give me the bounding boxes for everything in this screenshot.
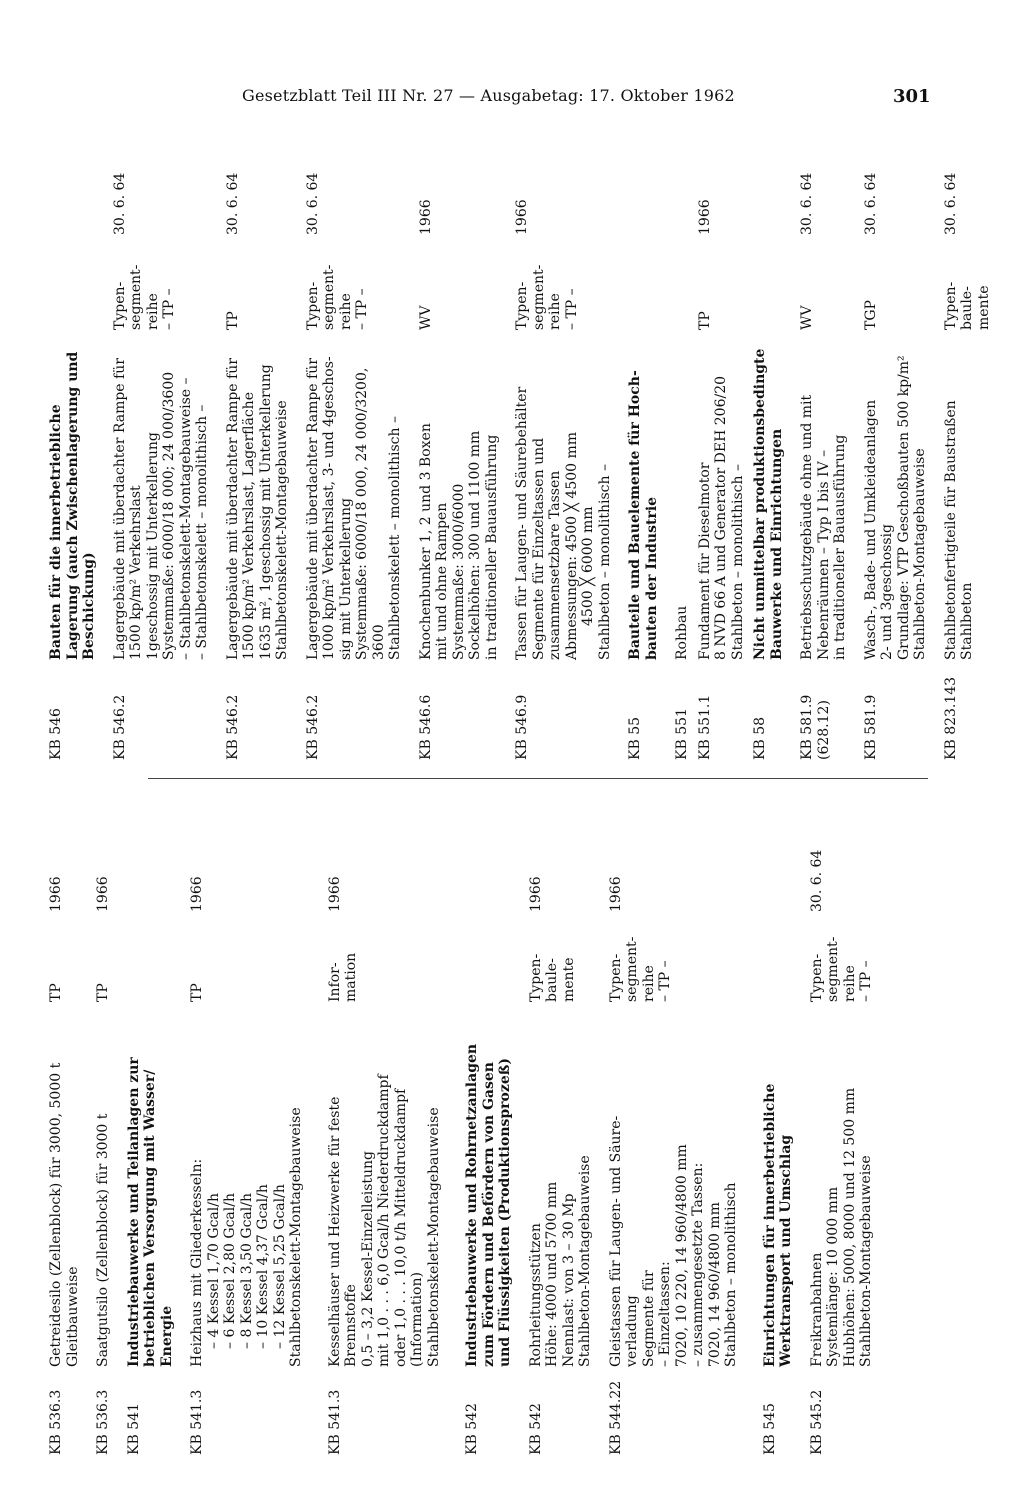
document-type-line: reihe (841, 965, 858, 1002)
document-type-line: reihe (337, 293, 354, 330)
section-heading-line: und Flüssigkeiten (Produktionsprozeß) (497, 1057, 513, 1367)
document-type (674, 235, 691, 330)
deadline: 30. 6. 64 (111, 172, 128, 235)
section-heading-line: betrieblichen Versorgung mit Wasser/ (142, 1069, 158, 1367)
section-heading-line: Bauteile und Bauelemente für Hoch- (627, 370, 643, 660)
section-heading-line: Bauten für die innerbetriebliche (48, 404, 64, 660)
kb-code: KB 546.2 (111, 694, 128, 760)
document-type (112, 235, 211, 330)
description-line: mit 1,0 . . . 6,0 Gcal/h Niederdruckdampf (376, 1074, 392, 1367)
kb-number (674, 660, 691, 760)
row-spacer (849, 115, 863, 760)
document-type-line: Typen- (527, 953, 544, 1002)
description-line: 1geschossig mit Unterkellerung (144, 432, 161, 660)
description (464, 1002, 514, 1367)
kb-number (627, 660, 660, 760)
document-type (48, 235, 98, 330)
kb-code: KB 545 (761, 1403, 778, 1455)
description-line: Betriebsschutzgebäude ohne und mit (799, 394, 815, 660)
description-line: 1500 kp/m² Verkehrslast (128, 485, 144, 660)
row-spacer (112, 800, 126, 1455)
page-number: 301 (893, 86, 931, 107)
document-type-line: Infor- (326, 962, 343, 1002)
description (48, 1002, 81, 1367)
description-line: Stahlbeton-Montagebauweise (577, 1155, 593, 1367)
description (95, 1002, 112, 1367)
document-type (225, 235, 291, 330)
description-line: Fundament für Dieselmotor (696, 462, 713, 660)
document-type (464, 912, 514, 1002)
description-line: Segmente für (640, 1270, 657, 1367)
deadline (752, 180, 785, 235)
kb-number (112, 660, 211, 760)
kb-code: KB 536.3 (48, 1389, 64, 1455)
deadline: 1966 (417, 199, 434, 235)
document-type-line: TP (696, 311, 713, 330)
document-type-line: mente (560, 957, 577, 1002)
row-spacer (660, 115, 674, 760)
document-type (418, 235, 501, 330)
deadline (627, 180, 660, 235)
row-spacer (211, 115, 225, 760)
document-type-line: baule- (544, 958, 560, 1002)
page-header (0, 0, 1024, 120)
description-line: – 6 Kessel 2,80 Gcal/h (222, 1193, 238, 1349)
description (189, 1002, 305, 1367)
description-line: Tassen für Laugen- und Säurebehälter (514, 386, 530, 660)
document-type (608, 912, 740, 1002)
description (943, 330, 993, 660)
table-right-half (48, 115, 992, 760)
table-row (418, 115, 501, 760)
document-type-line: segment- (530, 264, 547, 330)
description-line: 7020, 14 960/4800 mm (706, 1202, 723, 1367)
document-type-line: mation (343, 952, 359, 1002)
kb-code: KB 536.3 (95, 1389, 111, 1455)
table-row (225, 115, 291, 760)
description-line: Höhe: 4000 und 5700 mm (544, 1181, 560, 1367)
table-row (799, 115, 849, 760)
kb-code-alt: (628.12) (815, 700, 832, 760)
document-type (305, 235, 404, 330)
description-line: 1000 kp/m² Verkehrslast, 3- und 4geschos- (321, 356, 337, 660)
kb-number (327, 1367, 443, 1455)
table-row (608, 800, 740, 1455)
table-row (752, 115, 785, 760)
kb-code: KB 58 (752, 716, 768, 760)
description-line: Saatgutsilo (Zellenblock) für 3000 t (95, 1113, 111, 1367)
kb-number (225, 660, 291, 760)
document-type-line: – TP – (161, 288, 177, 330)
kb-code: KB 545.2 (808, 1389, 825, 1455)
description (305, 330, 404, 660)
description-line: Lagergebäude mit überdachter Rampe für (111, 358, 128, 660)
description-line: 1500 kp/m² Verkehrslast, Lagerfläche (241, 392, 257, 660)
description (809, 1002, 875, 1367)
kb-code: KB 541 (125, 1403, 142, 1455)
document-type (126, 912, 176, 1002)
description-line: Systemmaße: 3000/6000 (450, 483, 467, 660)
description (863, 330, 929, 660)
kb-number (943, 660, 993, 760)
row-spacer (81, 800, 95, 1455)
kb-code: KB 546 (48, 708, 64, 760)
document-type-line: – TP – (858, 960, 874, 1002)
description-line: Stahlbeton – monolithisch – (596, 464, 613, 660)
description-line: Segmente für Einzeltassen und (530, 437, 547, 660)
section-heading-line: Industriebauwerke und Teilanlagen zur (125, 1057, 142, 1367)
document-type (809, 912, 875, 1002)
kb-number (95, 1367, 112, 1455)
deadline (126, 857, 176, 912)
description (528, 1002, 594, 1367)
deadline (762, 857, 795, 912)
row-spacer (175, 800, 189, 1455)
description-line: Stahlbetonskelett – monolithisch – (387, 416, 403, 660)
row-spacer (305, 800, 327, 1455)
row-spacer (442, 800, 464, 1455)
description-line: Stahlbetonskelett-Montagebauweise (274, 400, 290, 660)
row-spacer (992, 115, 1006, 760)
section-heading-line: Nicht unmittelbar produktionsbedingte (752, 348, 768, 660)
document-type-line: Typen- (808, 953, 825, 1002)
deadline: 1966 (95, 876, 111, 912)
deadline: 1966 (607, 876, 624, 912)
document-type-line: – TP – (354, 288, 370, 330)
section-heading-line: Bauwerke und Einrichtungen (768, 428, 785, 660)
deadline: 1966 (527, 876, 544, 912)
description-line: Nebenräumen – Typ I bis IV – (815, 449, 832, 660)
document-type-line: TP (95, 983, 111, 1002)
row-spacer (929, 115, 943, 760)
document-type-line: baule- (959, 286, 975, 330)
document-type-line: reihe (144, 293, 161, 330)
table-row (189, 800, 305, 1455)
kb-code: KB 544.22 (607, 1380, 624, 1455)
description-line: Stahlbeton-Montagebauweise (858, 1155, 874, 1367)
kb-code: KB 546.9 (514, 694, 530, 760)
document-type-line: segment- (128, 264, 144, 330)
section-heading-line: Lagerung (auch Zwischenlagerung und (64, 351, 81, 660)
document-type-line: TP (48, 983, 64, 1002)
document-type (943, 235, 993, 330)
kb-code: KB 55 (627, 716, 643, 760)
row-spacer (613, 115, 627, 760)
description-line: Gleitbauweise (64, 1266, 81, 1367)
kb-code: KB 823.143 (942, 676, 959, 760)
section-heading-line: Energie (158, 1305, 175, 1367)
document-type-line: – TP – (563, 288, 580, 330)
row-spacer (291, 115, 305, 760)
deadline: 1966 (326, 876, 343, 912)
description-line: in traditioneller Bauausführung (832, 434, 848, 660)
kb-number (809, 1367, 875, 1455)
description-line: Heizhaus mit Gliederkesseln: (189, 1158, 205, 1367)
section-heading-line: zum Fördern und Befördern von Gasen (480, 1062, 497, 1367)
description (48, 330, 98, 660)
table-row (95, 800, 112, 1455)
description-line: – zusammengesetzte Tassen: (690, 1162, 706, 1367)
description-line: Lagergebäude mit überdachter Rampe für (304, 358, 321, 660)
description-line: Gleistassen für Laugen- und Säure- (607, 1115, 624, 1367)
description-line: Abmessungen: 4500 ╳ 4500 mm (563, 431, 580, 660)
description-line: Rohbau (674, 605, 690, 660)
document-type-line: Typen- (514, 281, 530, 330)
deadline: 30. 6. 64 (799, 172, 815, 235)
description-line: 0,5 – 3,2 Kessel-Einzelleistung (359, 1150, 376, 1367)
document-type (95, 912, 112, 1002)
deadline (674, 180, 691, 235)
description-line: Rohrleitungsstützen (527, 1223, 544, 1367)
document-type-line: segment- (624, 936, 640, 1002)
description-line: Knochenbunker 1, 2 und 3 Boxen (417, 423, 434, 660)
description (225, 330, 291, 660)
document-type (48, 912, 81, 1002)
description-line: Systemmaße: 6000/18 000, 24 000/3200, (354, 367, 370, 660)
table-row (809, 800, 875, 1455)
description-line: Grundlage: VTP Geschoßbauten 500 kp/m² (895, 355, 912, 660)
kb-number (418, 660, 501, 760)
row-spacer (740, 800, 762, 1455)
description-line: 3600 (370, 624, 387, 660)
kb-code: KB 581.9 (862, 694, 879, 760)
table-row (762, 800, 795, 1455)
kb-number (752, 660, 785, 760)
description-line: – 10 Kessel 4,37 Gcal/h (255, 1184, 271, 1349)
row-spacer (594, 800, 608, 1455)
description-line: – Stahlbetonskelett-Montagebauweise – (177, 377, 194, 660)
row-spacer (404, 115, 418, 760)
description (112, 330, 211, 660)
document-type-line: TP (224, 311, 241, 330)
description-line: Stahlbetonskelett-Montagebauweise (288, 1107, 304, 1367)
kb-code: KB 541.3 (326, 1389, 343, 1455)
kb-number (305, 660, 404, 760)
kb-code: KB 542 (527, 1403, 544, 1455)
description-line: Stahlbeton – monolithisch – (729, 464, 746, 660)
deadline: 30. 6. 64 (808, 849, 825, 912)
description-line: Kesselhäuser und Heizwerke für feste (326, 1096, 343, 1367)
section-heading-line: Werktransport und Umschlag (778, 1134, 794, 1367)
description-line: Stahlbetonskelett-Montagebauweise (425, 1107, 442, 1367)
document-type (528, 912, 594, 1002)
description-line: – Einzeltassen: (657, 1261, 673, 1367)
table-row (464, 800, 514, 1455)
description (327, 1002, 443, 1367)
kb-number (48, 660, 98, 760)
row-spacer (875, 800, 889, 1455)
section-heading-line: Industriebauwerke und Rohrnetzanlagen (464, 1043, 480, 1367)
row-spacer (785, 115, 799, 760)
document-type-line: segment- (321, 264, 337, 330)
kb-number (608, 1367, 740, 1455)
kb-code: KB 551 (674, 708, 690, 760)
description-line: 2- und 3geschossig (879, 524, 895, 660)
description-line: 4500 ╳ 6000 mm (580, 506, 596, 626)
description-line: verladung (624, 1295, 640, 1367)
description (752, 330, 785, 660)
section-heading-line: Einrichtungen für innerbetriebliche (761, 1083, 778, 1367)
kb-number (762, 1367, 795, 1455)
document-type (627, 235, 660, 330)
description-line: in traditioneller Bauausführung (483, 434, 500, 660)
description-line: 7020, 10 220, 14 960/4800 mm (673, 1144, 690, 1367)
description-line: – 8 Kessel 3,50 Gcal/h (238, 1193, 255, 1349)
description (418, 330, 501, 660)
table-row (126, 800, 176, 1455)
document-type-line: WV (417, 305, 434, 330)
description-line: mit und ohne Rampen (434, 502, 450, 660)
kb-code: KB 551.1 (696, 694, 713, 760)
deadline: 1966 (189, 876, 205, 912)
table-row (943, 115, 993, 760)
description-line: sig mit Unterkellerung (337, 497, 354, 660)
kb-code: KB 542 (464, 1403, 480, 1455)
document-type (799, 235, 849, 330)
kb-code: KB 546.2 (304, 694, 321, 760)
table-row (528, 800, 594, 1455)
kb-number (863, 660, 929, 760)
description (674, 330, 691, 660)
document-type-line: reihe (547, 293, 563, 330)
deadline: 1966 (48, 876, 64, 912)
row-spacer (514, 800, 528, 1455)
description (762, 1002, 795, 1367)
table-row (112, 115, 211, 760)
description-line: Sockelhöhen: 300 und 1100 mm (467, 430, 483, 660)
document-type-line: WV (799, 305, 815, 330)
row-spacer (795, 800, 809, 1455)
kb-number (189, 1367, 305, 1455)
document-type (762, 912, 795, 1002)
description-line: 8 NVD 66 A und Generator DEH 206/20 (713, 375, 729, 660)
deadline (48, 180, 98, 235)
deadline: 1966 (514, 199, 530, 235)
description-line: – Stahlbetonskelett – monolithisch – (194, 404, 210, 660)
description-line: Systemlänge: 10 000 mm (825, 1186, 841, 1367)
description-line: Stahlbeton – monolithisch (723, 1182, 739, 1367)
description (608, 1002, 740, 1367)
description (126, 1002, 176, 1367)
kb-number (126, 1367, 176, 1455)
kb-number (464, 1367, 514, 1455)
document-type-line: TP (189, 983, 205, 1002)
description-line: Hubhöhen: 5000, 8000 und 12 500 mm (841, 1087, 858, 1367)
document-type-line: reihe (640, 965, 657, 1002)
description-line: Systemmaße: 6000/18 000; 24 000/3600 (161, 371, 177, 660)
document-type (863, 235, 929, 330)
document-type-line: TGP (862, 300, 879, 330)
table-row (327, 800, 443, 1455)
kb-code: KB 546.2 (224, 694, 241, 760)
table-row (48, 115, 98, 760)
description-line: Freikranbahnen (808, 1252, 825, 1367)
deadline: 30. 6. 64 (224, 172, 241, 235)
table-row (305, 115, 404, 760)
table-row (48, 800, 81, 1455)
rotated-table (48, 115, 992, 1455)
deadline: 30. 6. 64 (942, 172, 959, 235)
kb-number (48, 1367, 81, 1455)
kb-code: KB 541.3 (189, 1389, 205, 1455)
description (799, 330, 849, 660)
table-row (697, 115, 747, 760)
running-title: Gesetzblatt Teil III Nr. 27 — Ausgabetag: 17. Oktober 1962 (242, 86, 735, 105)
kb-code: KB 546.6 (417, 694, 434, 760)
table-row (627, 115, 660, 760)
table-row (514, 115, 613, 760)
description (627, 330, 660, 660)
document-type-line: segment- (825, 936, 841, 1002)
description-line: Stahlbeton (959, 582, 975, 660)
kb-number (799, 660, 849, 760)
description-line: 1635 m², 1geschossig mit Unterkellerung (257, 364, 274, 660)
document-type (514, 235, 613, 330)
description-line: – 4 Kessel 1,70 Gcal/h (205, 1193, 222, 1349)
deadline: 30. 6. 64 (304, 172, 321, 235)
table-row (674, 115, 691, 760)
table-left-half (48, 800, 928, 1455)
deadline: 30. 6. 64 (862, 172, 879, 235)
row-spacer (98, 115, 112, 760)
description-line: (Information) (409, 1272, 425, 1367)
document-type-line: mente (975, 285, 992, 330)
kb-number (697, 660, 747, 760)
row-spacer (500, 115, 514, 760)
document-type-line: Typen- (304, 281, 321, 330)
document-type (697, 235, 747, 330)
description-line: – 12 Kessel 5,25 Gcal/h (271, 1184, 288, 1349)
description-line: Lagergebäude mit überdachter Rampe für (224, 358, 241, 660)
kb-code: KB 581.9 (799, 694, 815, 760)
section-heading-line: bauten der Industrie (643, 496, 660, 660)
description (514, 330, 613, 660)
table-row (863, 115, 929, 760)
document-type-line: Typen- (111, 281, 128, 330)
section-heading-line: Beschickung) (81, 552, 97, 660)
description-line: oder 1,0 . . . 10,0 t/h Mitteldruckdampf (392, 1088, 409, 1367)
description-line: Stahlbetonfertigteile für Baustraßen (942, 400, 959, 660)
description-line: Stahlbeton-Montagebauweise (912, 448, 928, 660)
description-line: zusammensetzbare Tassen (547, 470, 563, 660)
document-type (189, 912, 305, 1002)
kb-number (514, 660, 613, 760)
description-line: Getreidesilo (Zellenblock) für 3000, 5000 t (48, 1062, 64, 1367)
column-divider (148, 778, 928, 779)
description-line: Nennlast: von 3 – 30 Mp (560, 1193, 577, 1367)
document-type-line: – TP – (657, 960, 673, 1002)
kb-number (528, 1367, 594, 1455)
document-type-line: Typen- (942, 281, 959, 330)
deadline: 1966 (696, 199, 713, 235)
description-line: Wasch-, Bade- und Umkleideanlagen (862, 399, 879, 660)
description-line: Brennstoffe (343, 1284, 359, 1367)
deadline (464, 857, 514, 912)
document-type-line: Typen- (607, 953, 624, 1002)
document-type (752, 235, 785, 330)
document-type (327, 912, 443, 1002)
description (697, 330, 747, 660)
